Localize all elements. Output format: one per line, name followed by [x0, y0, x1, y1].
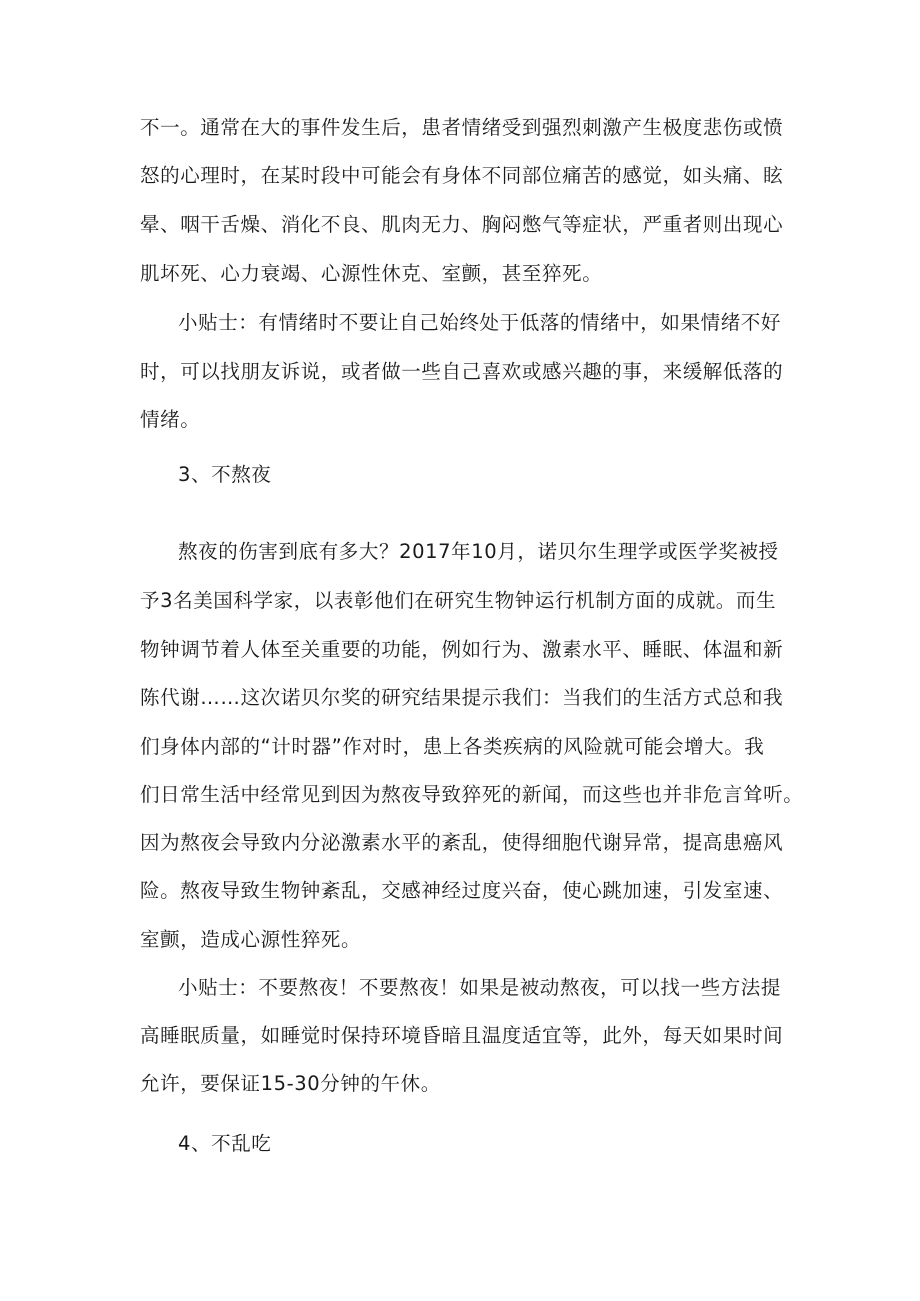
text-line: 物钟调节着人体至关重要的功能，例如行为、激素水平、睡眠、体温和新 — [140, 638, 784, 661]
text-line: 允许，要保证15-30分钟的午休。 — [140, 1072, 441, 1095]
text-line: 晕、咽干舌燥、消化不良、肌肉无力、胸闷憋气等症状，严重者则出现心 — [140, 213, 784, 236]
section-heading: 3、不熬夜 — [178, 463, 272, 486]
text-line: 高睡眠质量，如睡觉时保持环境昏暗且温度适宜等，此外，每天如果时间 — [140, 1024, 784, 1047]
text-line: 们身体内部的“计时器”作对时，患上各类疾病的风险就可能会增大。我 — [140, 735, 765, 758]
text-line: 室颤，造成心源性猝死。 — [140, 928, 362, 951]
text-line: 们日常生活中经常见到因为熬夜导致猝死的新闻，而这些也并非危言耸听。 — [140, 783, 804, 806]
text-line: 因为熬夜会导致内分泌激素水平的紊乱，使得细胞代谢异常，提高患癌风 — [140, 831, 784, 854]
tip-paragraph-line: 小贴士：有情绪时不要让自己始终处于低落的情绪中，如果情绪不好 — [178, 311, 782, 334]
text-line: 陈代谢……这次诺贝尔奖的研究结果提示我们：当我们的生活方式总和我 — [140, 686, 784, 709]
tip-paragraph-line: 小贴士：不要熬夜！不要熬夜！如果是被动熬夜，可以找一些方法提 — [178, 976, 782, 999]
paragraph-first-line: 熬夜的伤害到底有多大？2017年10月，诺贝尔生理学或医学奖被授 — [178, 540, 779, 563]
text-line: 肌坏死、心力衰竭、心源性休克、室颤，甚至猝死。 — [140, 262, 603, 285]
text-line: 予3名美国科学家，以表彰他们在研究生物钟运行机制方面的成就。而生 — [140, 589, 777, 612]
text-line: 情绪。 — [140, 408, 201, 431]
text-line: 不一。通常在大的事件发生后，患者情绪受到强烈刺激产生极度悲伤或愤 — [140, 116, 784, 139]
text-line: 险。熬夜导致生物钟紊乱，交感神经过度兴奋，使心跳加速，引发室速、 — [140, 879, 784, 902]
text-line: 时，可以找朋友诉说，或者做一些自己喜欢或感兴趣的事，来缓解低落的 — [140, 360, 784, 383]
text-line: 怒的心理时，在某时段中可能会有身体不同部位痛苦的感觉，如头痛、眩 — [140, 164, 784, 187]
section-heading: 4、不乱吃 — [178, 1132, 272, 1155]
